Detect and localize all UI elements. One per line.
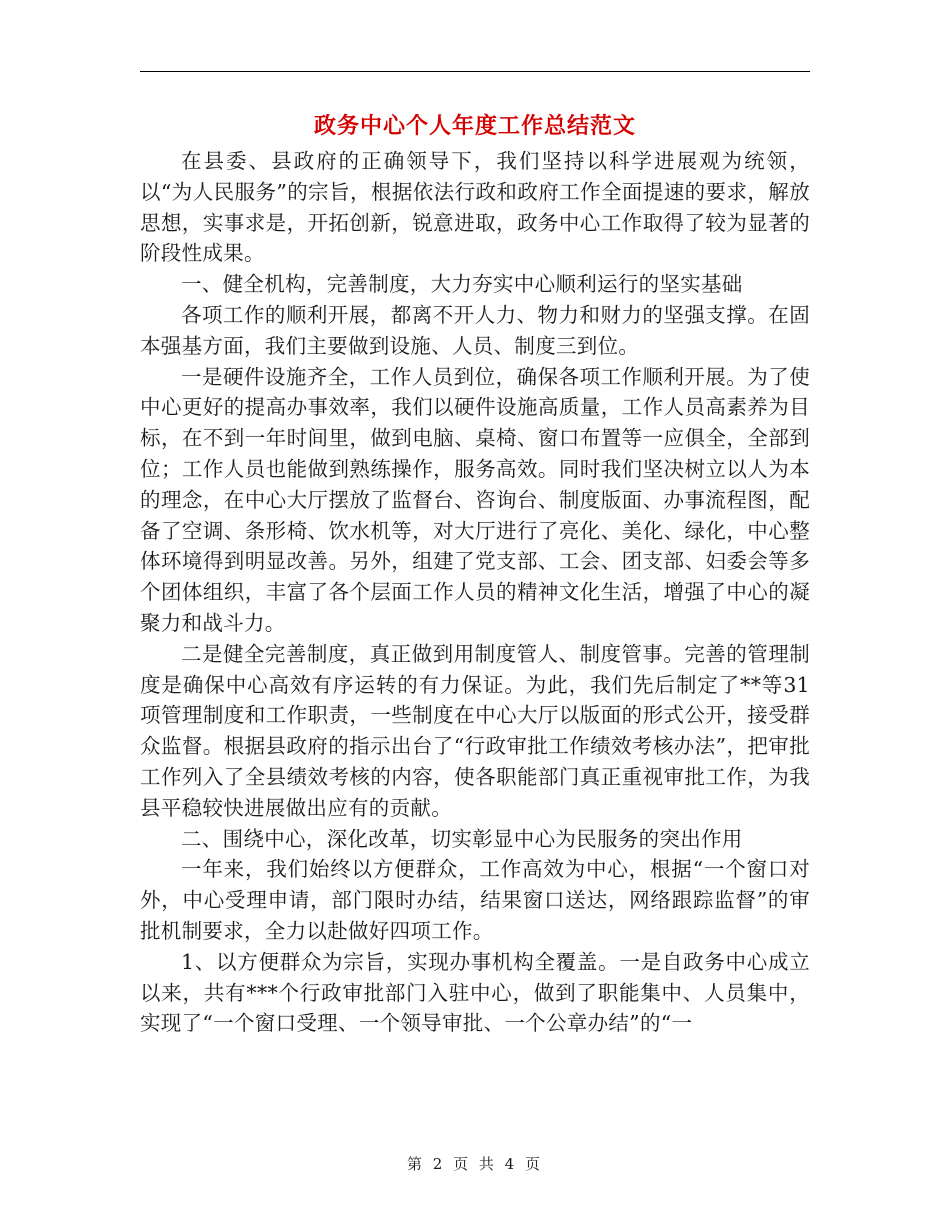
paragraph: 各项工作的顺利开展，都离不开人力、物力和财力的坚强支撑。在固本强基方面，我们主要做到设施、人员、制度三到位。 <box>140 302 810 358</box>
paragraph: 一年来，我们始终以方便群众，工作高效为中心，根据“一个窗口对外，中心受理申请，部门限时办结，结果窗口送达，网络跟踪监督”的审批机制要求，全力以赴做好四项工作。 <box>140 857 810 943</box>
page-number: 第 2 页 共 4 页 <box>407 1155 543 1173</box>
section-heading-2: 二、围绕中心，深化改革，切实彰显中心为民服务的突出作用 <box>181 826 743 851</box>
section-heading-1: 一、健全机构，完善制度，大力夯实中心顺利运行的坚实基础 <box>181 272 743 297</box>
paragraph: 1、以方便群众为宗旨，实现办事机构全覆盖。一是自政务中心成立以来，共有***个行政审批部门入驻中心，做到了职能集中、人员集中，实现了“一个窗口受理、一个领导审批、一个公章办结”的“一 <box>140 949 810 1036</box>
header-rule <box>140 71 810 72</box>
document-title: 政务中心个人年度工作总结范文 <box>313 113 636 139</box>
paragraph: 一是硬件设施齐全，工作人员到位，确保各项工作顺利开展。为了使中心更好的提高办事效率，我们以硬件设施高质量，工作人员高素养为目标，在不到一年时间里，做到电脑、桌椅、窗口布置等一应俱全，全部到位；工作人员也能做到熟练操作，服务高效。同时我们坚决树立以人为本的理念，在中心大厅摆放了监督台、咨询台、制度版面、办事流程图，配备了空调、条形椅、饮水机等，对大厅进行了亮化、美化、绿化，中心整体环境得到明显改善。另外，组建了党支部、工会、团支部、妇委会等多个团体组织，丰富了各个层面工作人员的精神文化生活，增强了中心的凝聚力和战斗力。 <box>140 364 810 635</box>
paragraph: 二是健全完善制度，真正做到用制度管人、制度管事。完善的管理制度是确保中心高效有序运转的有力保证。为此，我们先后制定了**等31项管理制度和工作职责，一些制度在中心大厅以版面的形式公开，接受群众监督。根据县政府的指示出台了“行政审批工作绩效考核办法”，把审批工作列入了全县绩效考核的内容，使各职能部门真正重视审批工作，为我县平稳较快进展做出应有的贡献。 <box>140 641 810 820</box>
document-body <box>140 146 810 1039</box>
paragraph-intro: 在县委、县政府的正确领导下，我们坚持以科学进展观为统领，以“为人民服务”的宗旨，根据依法行政和政府工作全面提速的要求，解放思想，实事求是，开拓创新，锐意进取，政务中心工作取得了较为显著的阶段性成果。 <box>140 149 810 266</box>
